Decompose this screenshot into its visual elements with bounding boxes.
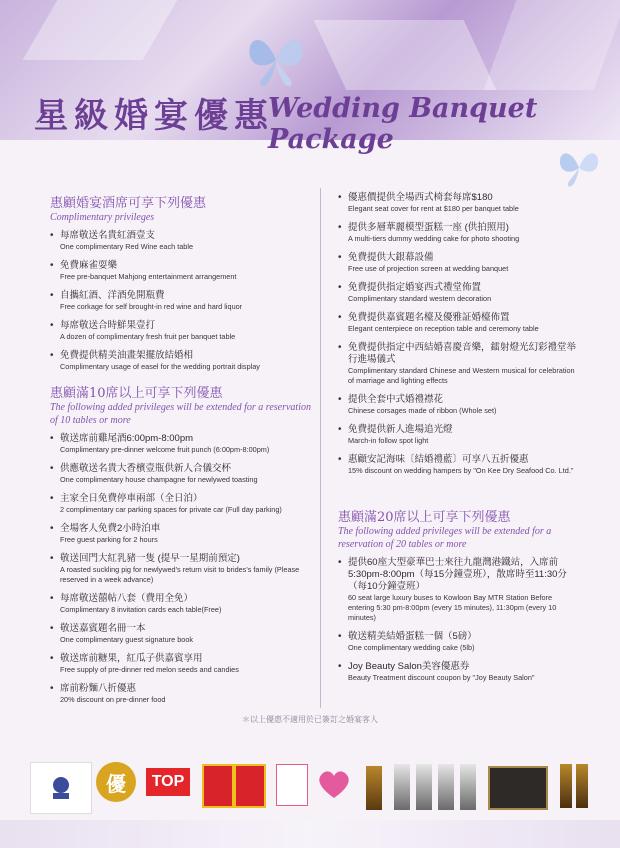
footnote: ＊以上優惠不適用於已簽訂之婚宴客人 (242, 715, 378, 724)
section-title-en: The following added privileges will be extended for a reservation of 20 tables or more (338, 526, 552, 550)
section-title-cn: 惠顧婚宴酒席可享下列優惠 (50, 196, 207, 211)
list-item: • 席前粉麵八折優惠 20% discount on pre-dinner food (50, 683, 312, 705)
trophy-icon (366, 766, 382, 810)
list-item: • 每席敬送囍帖八套（費用全免） Complimentary 8 invitation cards each table(Free) (50, 593, 312, 615)
list-item: • 供應敬送名貴大香檳壹瓶供新人合儀交杯 One complimentary house champagne for newlywed toasting (50, 463, 312, 485)
section-title-en: Complimentary privileges (50, 212, 155, 223)
list-item: • 敬送嘉賓題名冊一本 One complimentary guest signature book (50, 623, 312, 645)
quality-seal-logo: 優 (96, 762, 136, 802)
trophy-icon (576, 764, 588, 808)
butterfly-icon (244, 30, 308, 88)
list-item: • 惠顧安記海味〔結婚禮藍〕可享八五折優惠 15% discount on wedding hampers by "On Kee Dry Seafood Co. Ltd." (338, 454, 578, 476)
top-award-logo: TOP (146, 768, 190, 796)
society-logo (30, 762, 92, 814)
list-item: • 敬送精美結婚蛋糕一個（5磅） One complimentary wedding cake (5lb) (338, 631, 578, 653)
list-item: • 免費提供嘉賓題名檯及優雅証婚檯佈置 Elegant centerpiece on reception table and ceremony table (338, 312, 578, 334)
list-item: • 優惠價提供全場西式椅套每席$180 Elegant seat cover for rent at $180 per banquet table (338, 192, 578, 214)
list-item: • 敬送席前雞尾酒6:00pm-8:00pm Complimentary pre-dinner welcome fruit punch (6:00pm-8:00pm) (50, 433, 312, 455)
trophy-icon (560, 764, 572, 808)
section-title-cn: 惠顧滿20席以上可享下列優惠 (338, 510, 511, 525)
list-item: • 免費提供指定婚宴西式禮堂佈置 Complimentary standard western decoration (338, 282, 578, 304)
list-item: • 免費麻雀耍樂 Free pre-banquet Mahjong entertainment arrangement (50, 260, 312, 282)
list-item: • 每席敬送名貴紅酒壹支 One complimentary Red Wine each table (50, 230, 312, 252)
list-item: • 免費提供大銀幕設備 Free use of projection screen at wedding banquet (338, 252, 578, 274)
plaque-icon (488, 766, 548, 810)
award-badge (234, 764, 266, 808)
list-item: • Joy Beauty Salon美容優惠券 Beauty Treatment discount coupon by "Joy Beauty Salon" (338, 661, 578, 683)
page-title-en: Wedding Banquet Package (268, 93, 538, 155)
award-logos (0, 758, 620, 818)
list-item: • 提供多層華麗模型蛋糕一座 (供拍照用) A multi-tiers dummy wedding cake for photo shooting (338, 222, 578, 244)
page-title-cn: 星級婚宴優惠 (34, 96, 274, 136)
list-item: • 提供全套中式婚禮襟花 Chinese corsages made of ribbon (Whole set) (338, 394, 578, 416)
section-title-cn: 惠顧滿10席以上可享下列優惠 (50, 386, 223, 401)
list-item: • 全場客人免費2小時泊車 Free guest parking for 2 hours (50, 523, 312, 545)
section-title-en: The following added privileges will be extended for a reservation of 10 tables or more (50, 402, 311, 426)
list-item: • 免費提供新人進場追光燈 March-in follow spot light (338, 424, 578, 446)
award-badge (202, 764, 234, 808)
trophy-icon (416, 764, 432, 810)
trophy-icon (460, 764, 476, 810)
list-item: • 免費提供精美油畫架擺放結婚相 Complimentary usage of easel for the wedding portrait display (50, 350, 312, 372)
right-column (338, 192, 578, 691)
list-item: • 自攜紅酒、洋酒免開瓶費 Free corkage for self brought-in red wine and hard liquor (50, 290, 312, 312)
trophy-icon (394, 764, 410, 810)
list-item: • 敬送回門大紅乳豬一隻 (提早一星期前預定) A roasted suckling pig for newlywed's return visit to brides's family (Please reserved in a week advance) (50, 553, 312, 585)
list-item: • 每席敬送合時鮮果壹打 A dozen of complimentary fresh fruit per banquet table (50, 320, 312, 342)
left-column (50, 192, 312, 713)
list-item: • 主家全日免費停車兩部（全日泊） 2 complimentary car parking spaces for private car (Full day parking) (50, 493, 312, 515)
list-item: • 免費提供指定中西結婚喜慶音樂，鐳射燈光幻彩禮堂举行進場儀式 Complimentary standard Chinese and Western musical for celebration of marriage and lighting effects (338, 342, 578, 386)
list-item: • 敬送席前糖果，紅瓜子供嘉賓享用 Free supply of pre-dinner red melon seeds and candies (50, 653, 312, 675)
footer-band (0, 820, 620, 848)
column-divider (320, 188, 321, 708)
list-item: • 提供60座大型豪華巴士來往九龍灣港鐵站，入席前5:30pm-8:00pm（每15分鐘壹班），散席時至11:30分（每10分鐘壹班） 60 seat large luxury buses to Kowloon Bay MTR Station Before entering 5:30 pm-8:00pm (every 15 minutes), 11:30pm (every 10 minutes) (338, 557, 578, 623)
heart-logo (316, 766, 352, 802)
trophy-icon (438, 764, 454, 810)
certificate-badge (276, 764, 308, 806)
